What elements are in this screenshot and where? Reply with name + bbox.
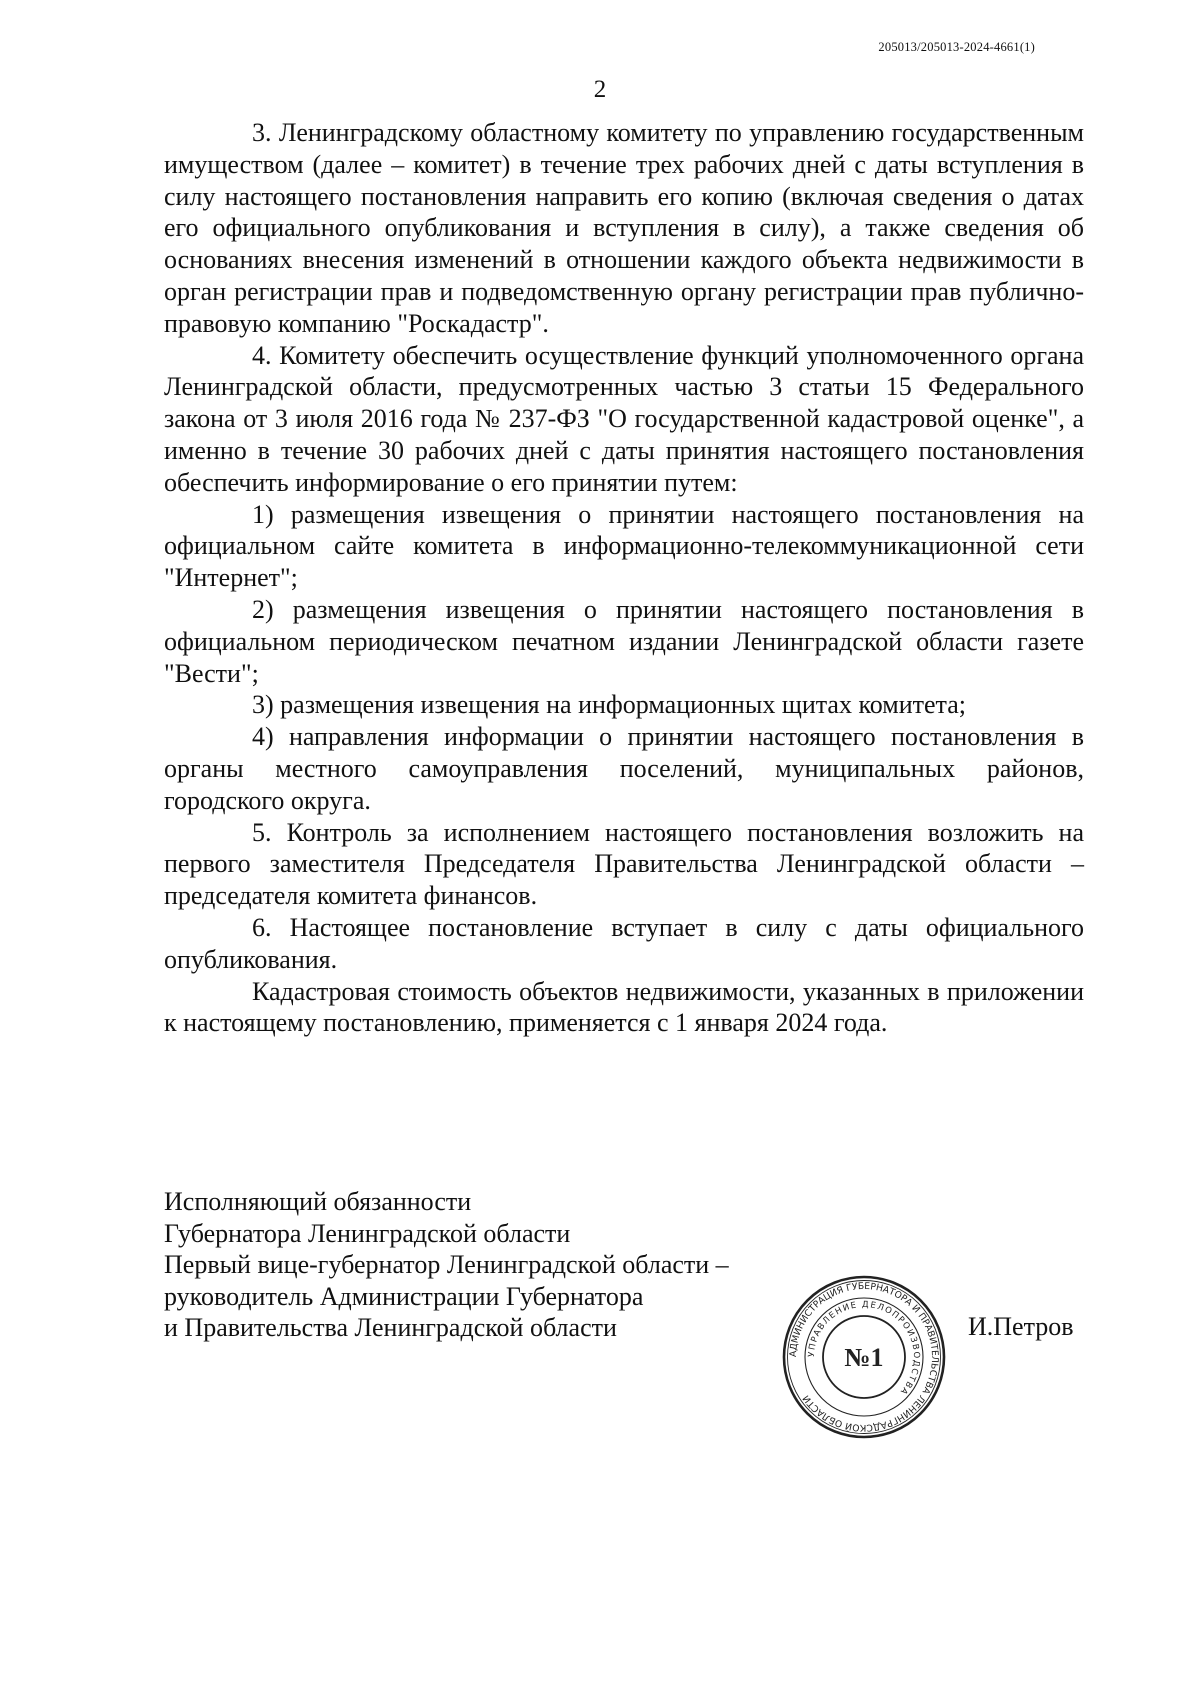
signature-line: Губернатора Ленинградской области — [164, 1218, 571, 1248]
seal-inner-text: УПРАВЛЕНИЕ ДЕЛОПРОИЗВОДСТВА — [806, 1299, 922, 1397]
paragraph-3: 3. Ленинградскому областному комитету по управлению государственным имуществом (далее – комитет) в течение трех рабочих дней с даты вступления в силу настоящего постановления направить его копию (включая сведения о датах его официального опубликования и вступления в силу), а также сведения об основаниях внесения изменений в отношении каждого объекта недвижимости в орган регистрации прав и подведомственную органу регистрации прав публично-правовую компанию "Роскадастр". — [164, 118, 1084, 338]
document-body — [164, 117, 1084, 1039]
list-item-1: 1) размещения извещения о принятии настоящего постановления на официальном сайте комитета в информационно-телекоммуникационной сети "Интернет"; — [164, 499, 1084, 593]
list-item-4: 4) направления информации о принятии настоящего постановления в органы местного самоуправления поселений, муниципальных районов, городского округа. — [164, 722, 1084, 815]
seal-number: №1 — [844, 1343, 884, 1372]
paragraph-4: 4. Комитету обеспечить осуществление функций уполномоченного органа Ленинградской области, предусмотренных частью 3 статьи 15 Федерального закона от 3 июля 2016 года № 237-ФЗ "О государственной кадастровой оценке", а именно в течение 30 рабочих дней с даты принятия настоящего постановления обеспечить информирование о его принятии путем: — [164, 340, 1084, 497]
list-item-2: 2) размещения извещения о принятии настоящего постановления в официальном периодическом печатном издании Ленинградской области газете "Вести"; — [164, 594, 1084, 688]
official-seal — [781, 1274, 947, 1440]
signature-line: Первый вице-губернатор Ленинградской области – — [164, 1250, 729, 1279]
seal-outer-text: АДМИНИСТРАЦИЯ ГУБЕРНАТОРА И ПРАВИТЕЛЬСТВА ЛЕНИНГРАДСКОЙ ОБЛАСТИ — [787, 1280, 941, 1434]
list-item-3: 3) размещения извещения на информационных щитах комитета; — [252, 690, 966, 720]
seal-stamp-graphic — [781, 1274, 947, 1440]
paragraph-cadastral: Кадастровая стоимость объектов недвижимости, указанных в приложении к настоящему постановлению, применяется с 1 января 2024 года. — [164, 976, 1084, 1038]
page-number: 2 — [593, 76, 607, 103]
signature-line: руководитель Администрации Губернатора — [164, 1281, 644, 1311]
signature-line: Исполняющий обязанности — [164, 1187, 472, 1216]
signer-name: И.Петров — [968, 1312, 1074, 1341]
paragraph-5: 5. Контроль за исполнением настоящего постановления возложить на первого заместителя Председателя Правительства Ленинградской области – председателя комитета финансов. — [164, 817, 1084, 911]
registration-number: 205013/205013-2024-4661(1) — [878, 40, 1035, 54]
signature-line: и Правительства Ленинградской области — [164, 1313, 617, 1342]
paragraph-6: 6. Настоящее постановление вступает в силу с даты официального опубликования. — [164, 912, 1084, 974]
signature-block — [164, 1186, 804, 1344]
